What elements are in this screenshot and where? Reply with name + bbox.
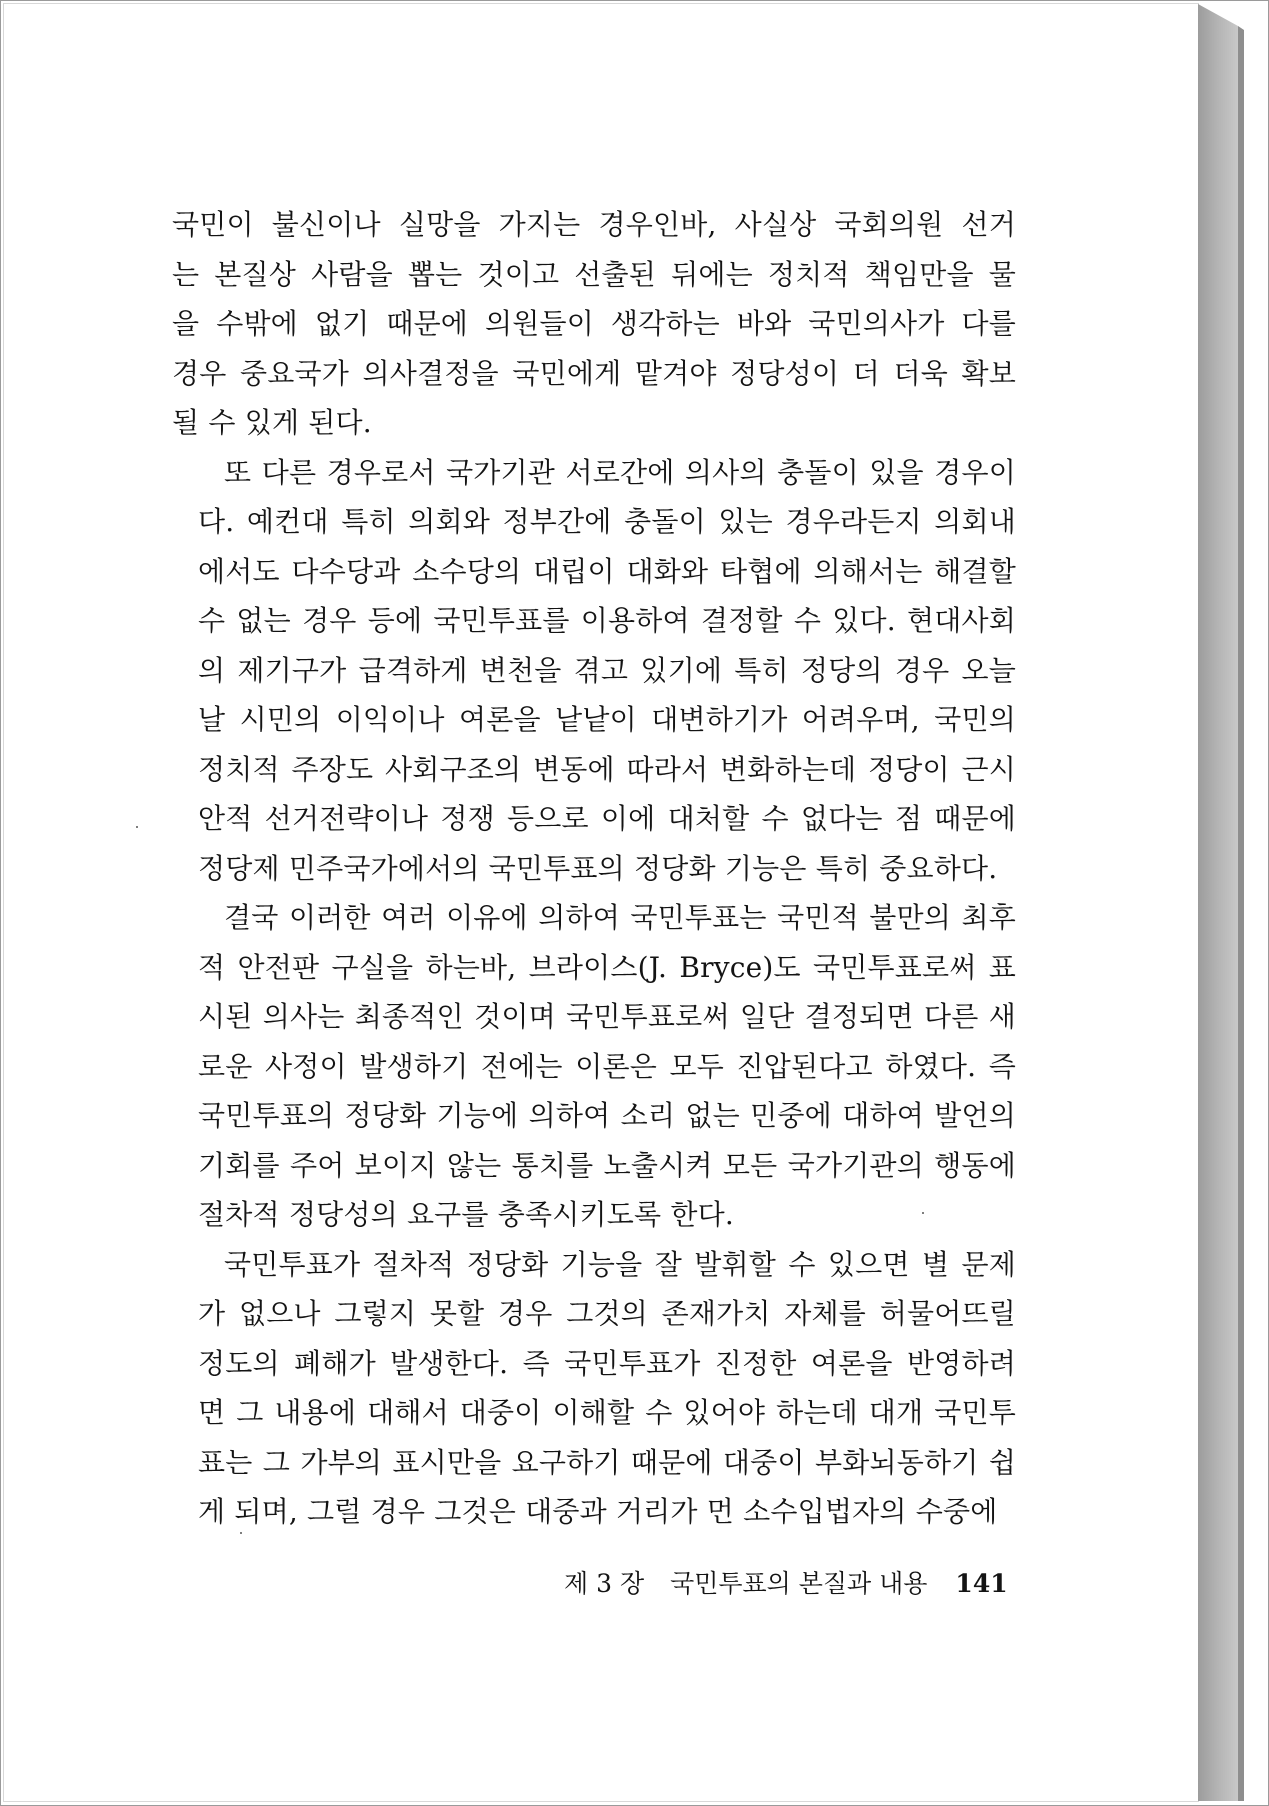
text-line: 국민이 불신이나 실망을 가지는 경우인바, 사실상 국회의원 선거 (172, 208, 1016, 241)
footer-chapter: 제 3 장 (564, 1569, 645, 1598)
text-line: 국민투표가 절차적 정당화 기능을 잘 발휘할 수 있으면 별 문제 (224, 1247, 1016, 1281)
body-text (172, 200, 1016, 1537)
paragraph (172, 448, 1016, 894)
print-speck (922, 1212, 924, 1214)
text-line: 적 안전판 구실을 하는바, 브라이스(J. Bryce)도 국민투표로써 표 (198, 950, 1016, 984)
text-line: 을 수밖에 없기 때문에 의원들이 생각하는 바와 국민의사가 다를 (172, 307, 1016, 340)
text-line: 시된 의사는 최종적인 것이며 국민투표로써 일단 결정되면 다른 새 (198, 1000, 1016, 1033)
text-line: 수 없는 경우 등에 국민투표를 이용하여 결정할 수 있다. 현대사회 (198, 604, 1016, 637)
page-number: 141 (955, 1569, 1008, 1598)
text-line: 면 그 내용에 대해서 대중이 이해할 수 있어야 하는데 대개 국민투 (198, 1396, 1016, 1429)
print-speck (136, 826, 138, 828)
text-line: 날 시민의 이익이나 여론을 낱낱이 대변하기가 어려우며, 국민의 (198, 703, 1016, 736)
text-line: 될 수 있게 된다. (172, 406, 372, 439)
text-line: 정당제 민주국가에서의 국민투표의 정당화 기능은 특히 중요하다. (198, 851, 998, 885)
text-line: 정치적 주장도 사회구조의 변동에 따라서 변화하는데 정당이 근시 (198, 752, 1016, 786)
text-line: 가 없으나 그렇지 못할 경우 그것의 존재가치 자체를 허물어뜨릴 (198, 1297, 1016, 1330)
text-line: 절차적 정당성의 요구를 충족시키도록 한다. (198, 1198, 734, 1231)
text-line: 다. 예컨대 특히 의회와 정부간에 충돌이 있는 경우라든지 의회내 (198, 505, 1016, 538)
text-line: 정도의 폐해가 발생한다. 즉 국민투표가 진정한 여론을 반영하려 (198, 1346, 1016, 1380)
text-line: 기회를 주어 보이지 않는 통치를 노출시켜 모든 국가기관의 행동에 (198, 1148, 1016, 1182)
print-speck (240, 1532, 242, 1534)
text-line: 또 다른 경우로서 국가기관 서로간에 의사의 충돌이 있을 경우이 (224, 455, 1016, 489)
footer-title: 국민투표의 본질과 내용 (670, 1569, 928, 1598)
book-page (4, 4, 1198, 1801)
book-edge-shape (1198, 4, 1258, 1801)
paragraph (172, 200, 1016, 448)
text-line: 는 본질상 사람을 뽑는 것이고 선출된 뒤에는 정치적 책임만을 물 (172, 257, 1016, 291)
text-line: 국민투표의 정당화 기능에 의하여 소리 없는 민중에 대하여 발언의 (198, 1099, 1016, 1132)
paragraph (172, 893, 1016, 1240)
book-edge (1198, 4, 1258, 1801)
text-line: 결국 이러한 여러 이유에 의하여 국민투표는 국민적 불만의 최후 (224, 901, 1016, 934)
text-line: 경우 중요국가 의사결정을 국민에게 맡겨야 정당성이 더 더욱 확보 (172, 356, 1016, 390)
text-line: 로운 사정이 발생하기 전에는 이론은 모두 진압된다고 하였다. 즉 (198, 1049, 1016, 1083)
paragraph (172, 1240, 1016, 1537)
text-line: 의 제기구가 급격하게 변천을 겪고 있기에 특히 정당의 경우 오늘 (198, 653, 1016, 687)
text-line: 표는 그 가부의 표시만을 요구하기 때문에 대중이 부화뇌동하기 쉽 (198, 1445, 1016, 1479)
text-line: 에서도 다수당과 소수당의 대립이 대화와 타협에 의해서는 해결할 (198, 554, 1016, 588)
text-line: 안적 선거전략이나 정쟁 등으로 이에 대처할 수 없다는 점 때문에 (198, 802, 1016, 835)
text-line: 게 되며, 그럴 경우 그것은 대중과 거리가 먼 소수입법자의 수중에 (198, 1495, 998, 1528)
running-footer (564, 1564, 1008, 1600)
